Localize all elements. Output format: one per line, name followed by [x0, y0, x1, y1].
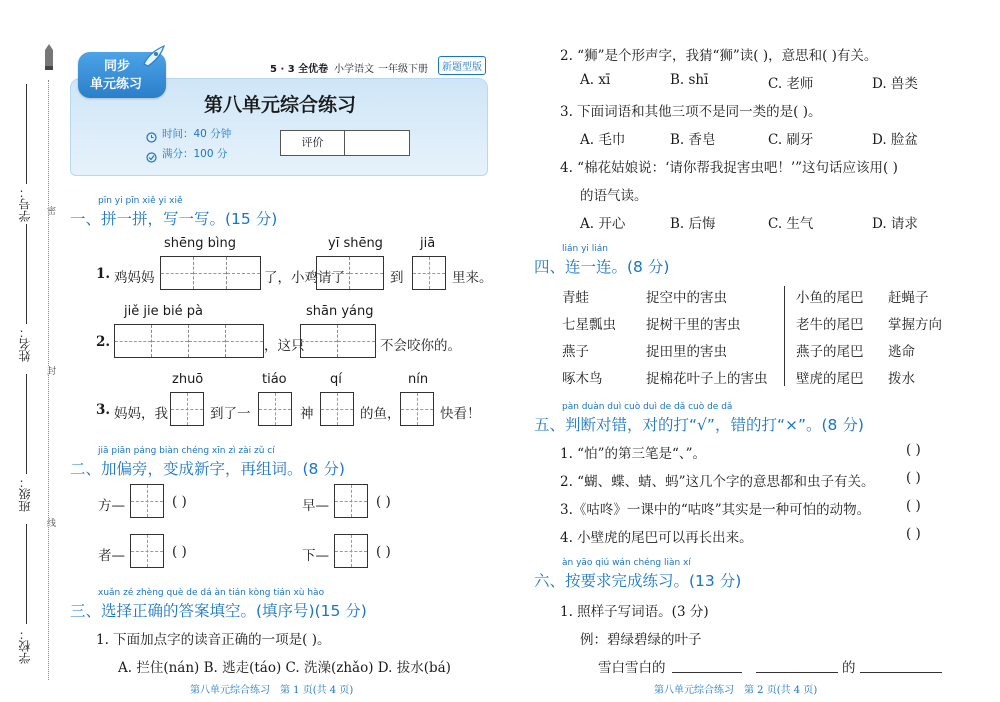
student-id-label: 学号：	[18, 186, 32, 222]
series-label: 5 · 3 全优卷	[270, 64, 329, 75]
mark-mi: 密	[45, 206, 55, 215]
score-label: 满分：100 分	[162, 148, 228, 160]
s5-pinyin: pàn duàn duì cuò duì de dǎ cuò de dǎ	[562, 402, 733, 412]
s4-left-b-4: 捉棉花叶子上的害虫	[646, 371, 768, 387]
s4-right-b-1: 赶蝇子	[888, 290, 929, 306]
s3-q2-opt-b: B. shī	[670, 72, 709, 88]
mark-xian: 线	[45, 518, 55, 527]
s3-q3-opt-a: A. 毛巾	[580, 132, 626, 148]
s3-q4-opt-a: A. 开心	[580, 216, 626, 232]
s4-left-b-3: 捉田里的害虫	[646, 344, 727, 360]
s4-right-a-3: 燕子的尾巴	[796, 344, 864, 360]
s1-q3-box3[interactable]	[320, 392, 354, 426]
s2-item4-box[interactable]	[334, 534, 368, 568]
s3-q4-stem: 4. “棉花姑娘说：‘请你帮我捉害虫吧！’”这句话应该用( )	[560, 160, 898, 176]
s1-q3-c: 神	[300, 406, 314, 422]
eval-box	[280, 130, 410, 156]
class-label: 班级：	[18, 476, 32, 512]
s3-q3-opt-c: C. 刷牙	[768, 132, 814, 148]
s5-title: 五、判断对错，对的打“√”，错的打“×”。(8 分)	[534, 416, 864, 434]
s1-q1-box2[interactable]	[316, 256, 384, 290]
s4-right-b-3: 逃命	[888, 344, 915, 360]
student-id-field[interactable]	[26, 84, 27, 184]
page-title: 第八单元综合练习	[204, 94, 357, 116]
s5-item-3-paren[interactable]: ( )	[906, 498, 921, 514]
s2-item2-paren: ( )	[376, 494, 391, 510]
s1-q1-num: 1.	[96, 266, 111, 282]
s4-divider	[784, 286, 785, 386]
footer-left: 第八单元综合练习 第 1 页(共 4 页)	[190, 685, 354, 696]
s5-item-1-paren[interactable]: ( )	[906, 442, 921, 458]
s1-q2-py2: shān yáng	[306, 304, 374, 319]
s3-q1-stem: 1. 下面加点字的读音正确的一项是( )。	[96, 632, 331, 648]
mark-feng: 封	[45, 366, 55, 375]
s5-item-2-paren[interactable]: ( )	[906, 470, 921, 486]
s2-item3-char: 者—	[98, 548, 125, 564]
s3-q3-stem: 3. 下面词语和其他三项不是同一类的是( )。	[560, 104, 822, 120]
s4-right-b-4: 拨水	[888, 371, 915, 387]
s1-q3-box1[interactable]	[170, 392, 204, 426]
s1-q2-box2[interactable]	[300, 324, 376, 358]
s1-q3-box4[interactable]	[400, 392, 434, 426]
s1-pinyin: pīn yi pīn xiě yi xiě	[98, 196, 183, 206]
s4-left-b-2: 捉树干里的害虫	[646, 317, 741, 333]
s3-q2-opt-c: C. 老师	[768, 76, 814, 92]
s3-q2-opt-a: A. xī	[580, 72, 611, 88]
footer-right: 第八单元综合练习 第 2 页(共 4 页)	[654, 685, 818, 696]
s1-q3-d: 的鱼，	[360, 406, 401, 422]
s1-q1-b: 了，小鸡请了	[264, 270, 345, 286]
s1-title: 一、拼一拼，写一写。(15 分)	[70, 210, 278, 228]
s6-answer-line-3[interactable]	[860, 672, 942, 673]
s6-pinyin: àn yāo qiú wán chéng liàn xí	[562, 558, 691, 568]
s2-item3-paren: ( )	[172, 544, 187, 560]
s1-q3-a: 妈妈，我	[114, 406, 168, 422]
s6-q1: 1. 照样子写词语。(3 分)	[560, 604, 709, 620]
s2-pinyin: jiā piān páng biàn chéng xīn zì zài zǔ cí	[98, 446, 275, 456]
s6-example: 例：碧绿碧绿的叶子	[580, 632, 702, 648]
s3-q2-stem: 2. “狮”是个形声字，我猜“狮”读( )，意思和( )有关。	[560, 48, 878, 64]
check-icon	[146, 148, 157, 159]
s4-right-a-2: 老牛的尾巴	[796, 317, 864, 333]
s4-right-a-4: 壁虎的尾巴	[796, 371, 864, 387]
school-label: 学校：	[18, 628, 32, 664]
s2-title: 二、加偏旁，变成新字，再组词。(8 分)	[70, 460, 345, 478]
clock-icon	[146, 128, 157, 139]
s3-q4-opt-d: D. 请求	[872, 216, 918, 232]
s2-item2-char: 早—	[302, 498, 329, 514]
pencil-icon	[44, 44, 54, 70]
s1-q2-num: 2.	[96, 334, 111, 350]
s2-item1-box[interactable]	[130, 484, 164, 518]
s3-q2-opt-d: D. 兽类	[872, 76, 918, 92]
s4-right-b-2: 掌握方向	[888, 317, 942, 333]
s1-q3-py4: nín	[408, 372, 429, 387]
s3-q3-opt-b: B. 香皂	[670, 132, 716, 148]
s1-q3-py1: zhuō	[172, 372, 204, 387]
s1-q3-py2: tiáo	[262, 372, 287, 387]
s1-q1-py2: yī shēng	[328, 236, 383, 251]
time-label: 时间：40 分钟	[162, 128, 232, 140]
s1-q1-c: 到	[390, 270, 404, 286]
s1-q1-a: 鸡妈妈	[114, 270, 155, 286]
s5-item-3: 3.《咕咚》一课中的“咕咚”其实是一种可怕的动物。	[560, 502, 871, 518]
s1-q3-num: 3.	[96, 402, 111, 418]
s2-item2-box[interactable]	[334, 484, 368, 518]
s3-q1-options: A. 拦住(nán) B. 逃走(táo) C. 洗澡(zhǎo) D. 拔水(bá)	[118, 660, 451, 676]
s5-item-2: 2. “蝴、蝶、蜻、蚂”这几个字的意思都和虫子有关。	[560, 474, 875, 490]
school-field[interactable]	[26, 524, 27, 624]
s2-item4-char: 下—	[302, 548, 329, 564]
s3-pinyin: xuǎn zé zhèng què de dá àn tián kòng tián xù hào	[98, 588, 325, 598]
s5-item-4: 4. 小壁虎的尾巴可以再长出来。	[560, 530, 753, 546]
s6-answer-line-1[interactable]	[672, 672, 742, 673]
s2-item4-paren: ( )	[376, 544, 391, 560]
binding-margin	[0, 0, 60, 702]
s2-item3-box[interactable]	[130, 534, 164, 568]
s2-item1-paren: ( )	[172, 494, 187, 510]
s4-pinyin: lián yi lián	[562, 244, 608, 254]
s4-left-a-4: 啄木鸟	[562, 371, 603, 387]
s1-q1-d: 里来。	[452, 270, 493, 286]
badge-line1: 同步	[104, 59, 131, 74]
s6-de: 的	[842, 660, 856, 676]
s6-answer-line-2[interactable]	[756, 672, 838, 673]
s1-q1-py3: jiā	[420, 236, 436, 251]
s4-right-a-1: 小鱼的尾巴	[796, 290, 864, 306]
s1-q2-b: ，这只	[264, 338, 305, 354]
s1-q1-box3[interactable]	[412, 256, 446, 290]
edition-badge: 新题型版	[438, 56, 486, 75]
name-label: 姓名：	[18, 326, 32, 362]
s5-item-1: 1. “怕”的第三笔是“、”。	[560, 446, 707, 462]
s1-q3-box2[interactable]	[258, 392, 292, 426]
s1-q3-py3: qí	[330, 372, 342, 387]
eval-label: 评价	[281, 131, 345, 155]
s6-line-label: 雪白雪白的	[598, 660, 666, 676]
s1-q2-c: 不会咬你的。	[380, 338, 461, 354]
s5-item-4-paren[interactable]: ( )	[906, 526, 921, 542]
class-field[interactable]	[26, 374, 27, 474]
s4-left-a-2: 七星瓢虫	[562, 317, 616, 333]
s6-title: 六、按要求完成练习。(13 分)	[534, 572, 742, 590]
s1-q1-py1: shēng bìng	[164, 236, 236, 251]
s1-q2-box1[interactable]	[114, 324, 264, 358]
s4-title: 四、连一连。(8 分)	[534, 258, 670, 276]
badge-line2: 单元练习	[90, 77, 143, 92]
s1-q3-b: 到了一	[210, 406, 251, 422]
name-field[interactable]	[26, 224, 27, 324]
s3-q4-opt-c: C. 生气	[768, 216, 814, 232]
grade-label: 一年级下册	[378, 64, 428, 75]
rocket-icon	[140, 44, 168, 68]
eval-input[interactable]	[345, 131, 409, 155]
s3-q3-opt-d: D. 脸盆	[872, 132, 918, 148]
s4-left-a-3: 燕子	[562, 344, 589, 360]
s3-title: 三、选择正确的答案填空。(填序号)(15 分)	[70, 602, 367, 620]
subject-label: 小学语文	[334, 64, 374, 75]
s1-q1-box1[interactable]	[160, 256, 261, 290]
s4-left-a-1: 青蛙	[562, 290, 589, 306]
dotted-binding-line	[48, 80, 49, 680]
s3-q4-stem2: 的语气读。	[580, 188, 648, 204]
s1-q2-py1: jiě jie bié pà	[124, 304, 203, 319]
s1-q3-e: 快看！	[440, 406, 481, 422]
s3-q4-opt-b: B. 后悔	[670, 216, 716, 232]
s4-left-b-1: 捉空中的害虫	[646, 290, 727, 306]
s2-item1-char: 方—	[98, 498, 125, 514]
